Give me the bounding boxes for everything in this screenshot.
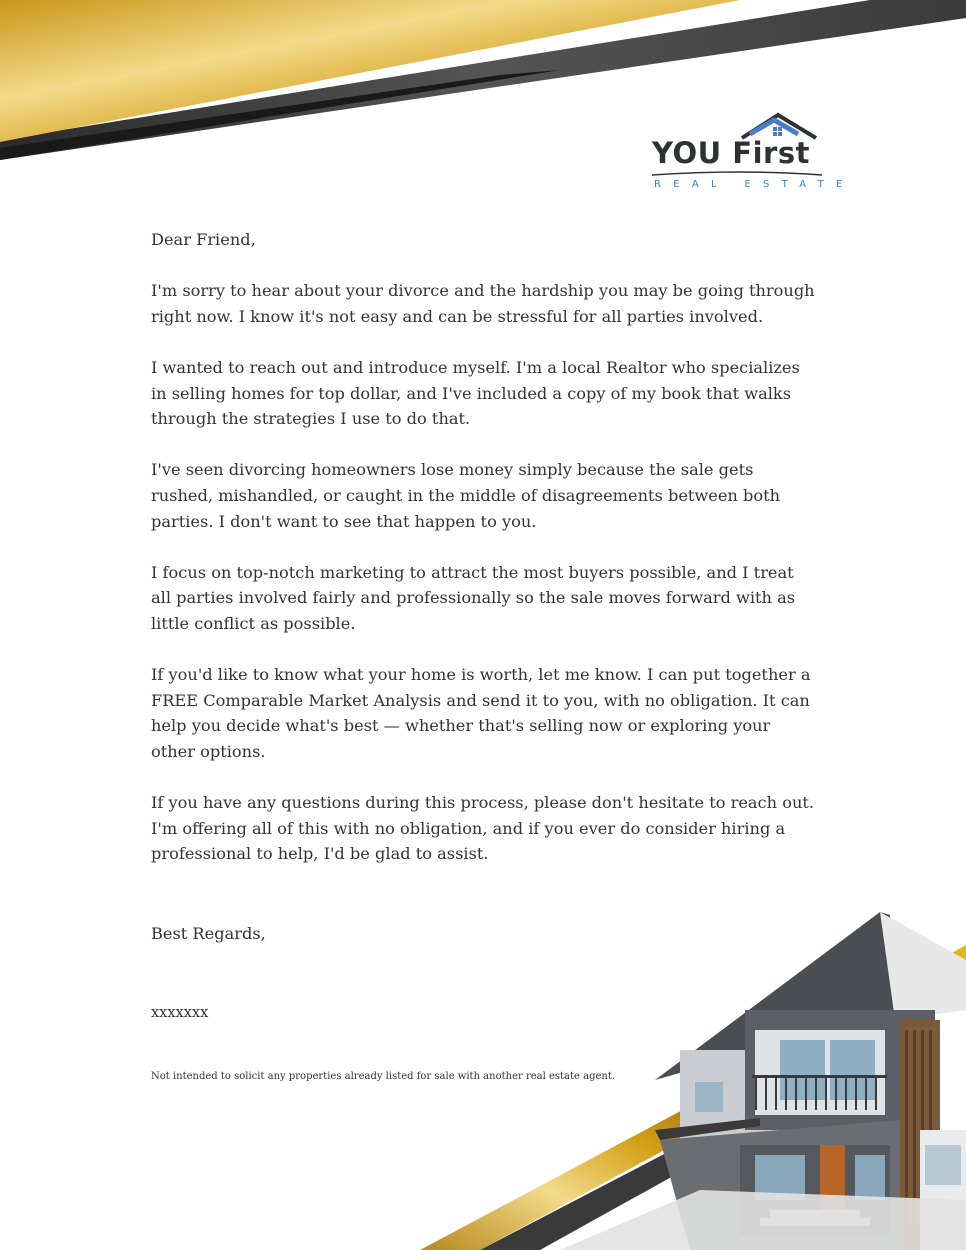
letter-paragraph: I'm sorry to hear about your divorce and the hardship you may be going through right now. I know it's not easy and can be stressful for all parties involved. xyxy=(151,281,815,326)
letter-body xyxy=(151,227,816,892)
letter-paragraph: If you'd like to know what your home is worth, let me know. I can put together a FREE Comparable Market Analysis and send it to you, with no obligation. It can help you decide what's best — whether that's selling now or exploring your other options. xyxy=(151,665,811,761)
letter-closing: Best Regards, xyxy=(151,924,266,943)
letter-paragraph: I wanted to reach out and introduce myself. I'm a local Realtor who specializes in selling homes for top dollar, and I've included a copy of my book that walks through the strategies I use to do that. xyxy=(151,357,800,429)
letter-greeting: Dear Friend, xyxy=(151,230,256,249)
letter-paragraph: I focus on top-notch marketing to attract the most buyers possible, and I treat all parties involved fairly and professionally so the sale moves forward with as little conflict as possible. xyxy=(151,562,796,633)
letter-paragraph: I've seen divorcing homeowners lose money simply because the sale gets rushed, mishandled, or caught in the middle of disagreements between both parties. I don't want to see that happen to you. xyxy=(151,460,781,531)
logo-subtitle: REAL ESTATE xyxy=(654,179,855,190)
letter-paragraph: If you have any questions during this process, please don't hesitate to reach out. I'm offering all of this with no obligation, and if you ever do consider hiring a professional to help, I'd be glad to assist. xyxy=(151,793,815,864)
company-logo xyxy=(650,112,855,197)
disclaimer-text: Not intended to solicit any properties already listed for sale with another real estate agent. xyxy=(151,1071,616,1082)
letter-signature: xxxxxxx xyxy=(151,1005,209,1021)
logo-title: YOU First xyxy=(652,136,810,170)
